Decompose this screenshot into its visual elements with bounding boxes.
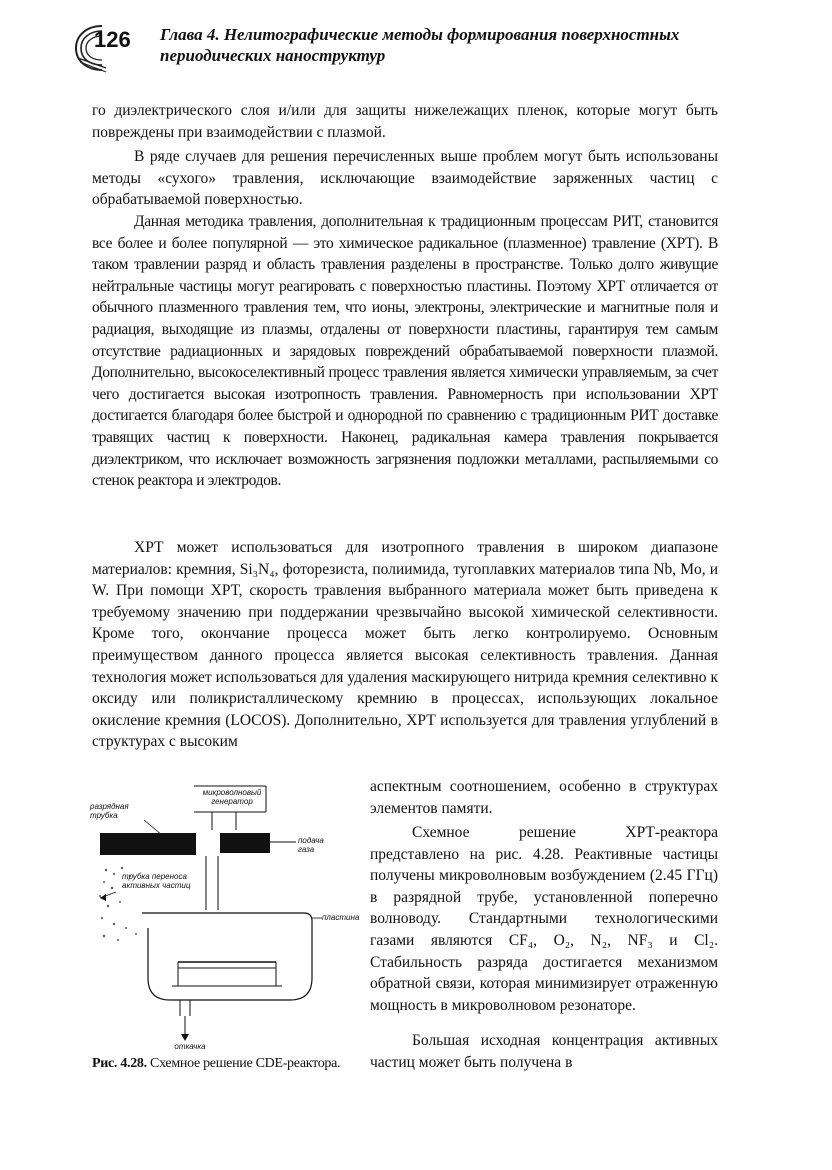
figure-caption-number: Рис. 4.28. (92, 1056, 147, 1071)
paragraph-aspect-ratio: аспектным соотношением, особенно в структурах элементов памяти. (370, 778, 718, 817)
paragraph-continuation: го диэлектрического слоя и/или для защиты нижележащих пленок, которые могут быть повреждены при взаимодействии с плазмой. (92, 102, 718, 141)
page-header (72, 18, 752, 78)
cde-reactor-diagram (86, 778, 361, 1053)
label-transport-tube: трубка переноса активных частиц (122, 872, 191, 890)
pumping-arrow (181, 1034, 189, 1041)
paragraph-reactor-scheme: Схемное решение ХРТ-реактора представлено на рис. 4.28. Реактивные частицы получены микроволновым возбуждением (2.45 ГГц) в разрядной трубе, установленной поперечно волноводу. Стандартными технологическими газами являются CF₄, O₂, N₂, NF₃ и Cl₂. Стабильность разряда достигается механизмом обратной связи, которая минимизирует отраженную мощность в микроволновом резонаторе. (370, 824, 718, 1014)
label-discharge-tube: разрядная трубка (90, 802, 129, 820)
paragraph-cde-method: Данная методика травления, дополнительная к традиционным процессам РИТ, становится все более и более популярной — это химическое радикальное (плазменное) травление (ХРТ). В таком травлении разряд и область травления разделены в пространстве. Только долго живущие нейтральные частицы могут реагировать с поверхностью пластины. Поэтому ХРТ отличается от обычного плазменного травления тем, что ионы, электроны, электрические и магнитные поля и радиация, выходящие из плазмы, отдалены от поверхности пластины, гарантируя тем самым отсутствие радиационных и зарядовых повреждений обрабатываемой поверхности плазмой. Дополнительно, высокоселективный процесс травления является химически управляемым, за счет чего достигается высокая изотропность травления. Равномерность при использовании ХРТ достигается благодаря более быстрой и однородной по сравнению с традиционным РИТ доставке травящих частиц к поверхности. Наконец, радикальная камера травления покрывается диэлектриком, что исключает возможность загрязнения подложки металлами, распыляемыми со стенок реактора и электродов. (92, 213, 718, 490)
paragraph-cde-materials: ХРТ может использоваться для изотропного травления в широком диапазоне материалов: кремния, Si₃N₄, фоторезиста, полиимида, тугоплавких материалов типа Nb, Mo, и W. При помощи ХРТ, скорость травления выбранного материала может быть приведена к требуемому значению при поддержании чрезвычайно высокой химической селективности. Кроме того, окончание процесса может быть легко контролируемо. Основным преимуществом данного процесса является высокая селективность травления. Данная технология может использоваться для удаления маскирующего нитрида кремния селективно к оксиду или поликристаллическому кремнию в процессах, использующих локальное окисление кремния (LOCOS). Дополнительно, ХРТ используется для травления углублений в структурах с высоким (92, 539, 718, 751)
label-microwave-generator: микроволновый генератор (202, 788, 262, 806)
label-gas-inlet: подача газа (298, 836, 324, 854)
chapter-title: Глава 4. Нелитографические методы формирования поверхностных периодических наноструктур (160, 25, 680, 65)
paragraph-concentration: Большая исходная концентрация активных частиц может быть получена в (370, 1032, 718, 1071)
figure-caption (92, 1056, 340, 1072)
page-number: 126 (94, 27, 131, 52)
discharge-tube-block (100, 833, 196, 855)
figure-caption-text: Схемное решение CDE-реактора. (150, 1056, 341, 1071)
reaction-chamber (142, 913, 312, 1000)
label-pumping: откачка (174, 1042, 206, 1051)
paragraph-dry-etching: В ряде случаев для решения перечисленных выше проблем могут быть использованы методы «сухого» травления, исключающие взаимодействие заряженных частиц с обрабатываемой поверхностью. (92, 148, 718, 209)
label-wafer: пластина (322, 913, 360, 922)
gas-inlet-block (220, 833, 270, 853)
